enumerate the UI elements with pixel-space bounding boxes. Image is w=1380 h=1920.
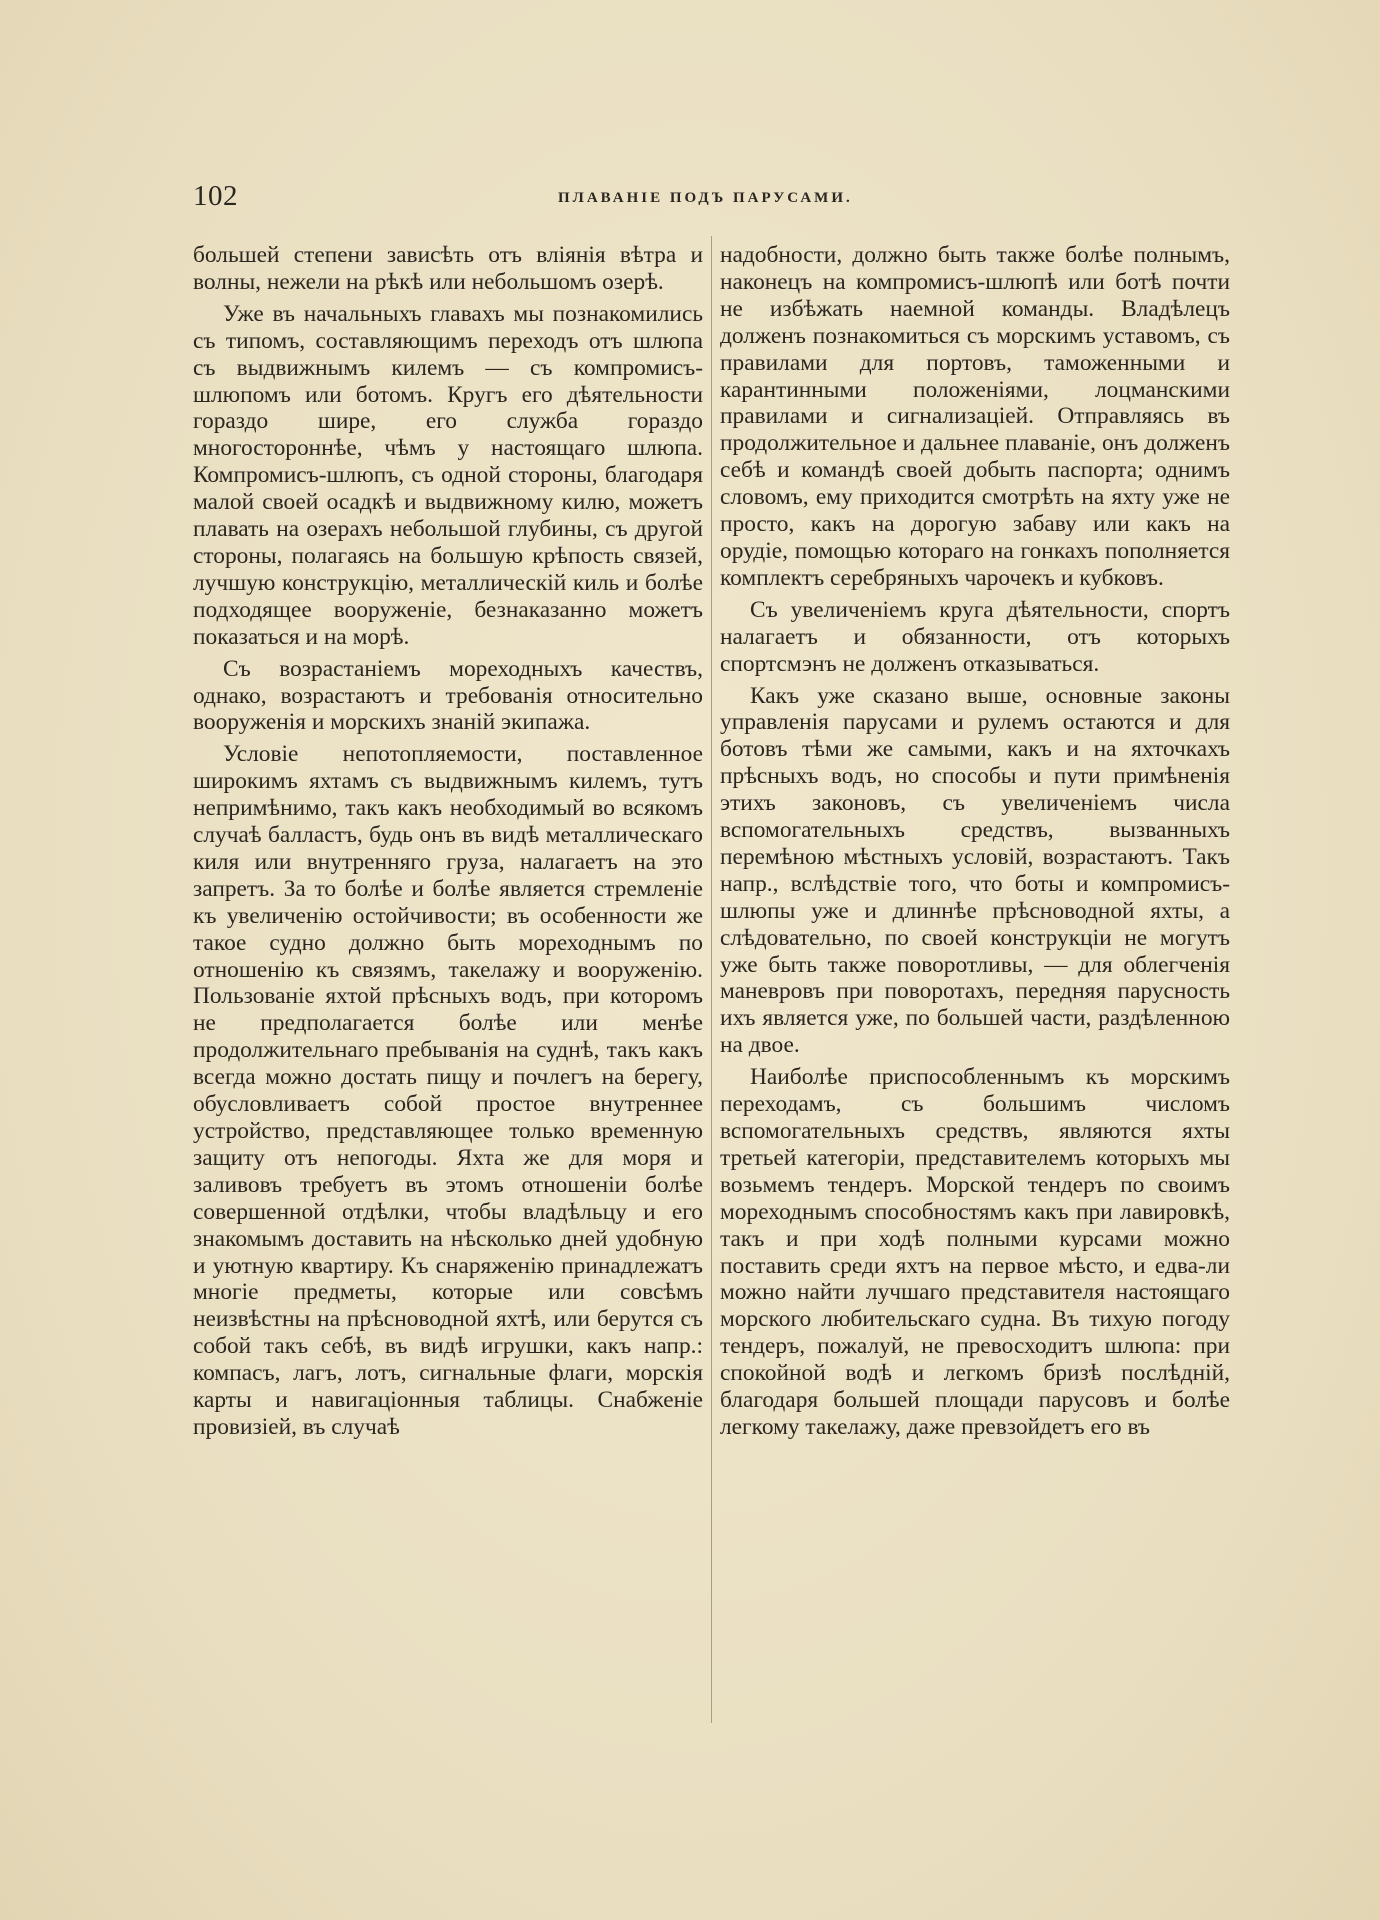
paragraph: надобности, должно быть также болѣе полнымъ, наконецъ на компромисъ-шлюпѣ или ботѣ почти не избѣжать наемной команды. Владѣлецъ долженъ познакомиться съ морскимъ уставомъ, съ правилами для портовъ, таможенными и карантинными положеніями, лоцманскими правилами и сигнализаціей. Отправляясь въ продолжительное и дальнее плаваніе, онъ долженъ себѣ и командѣ своей добыть паспорта; однимъ словомъ, ему приходится смотрѣть на яхту уже не просто, какъ на дорогую забаву или какъ на орудіе, помощью котораго на гонкахъ пополняется комплектъ серебряныхъ чарочекъ и кубковъ. [720,242,1230,591]
running-head [193,180,1230,220]
running-title: ПЛАВАНІЕ ПОДЪ ПАРУСАМИ. [558,190,853,206]
left-column [193,242,703,1446]
paragraph: Уже въ начальныхъ главахъ мы познакомились съ типомъ, составляющимъ переходъ отъ шлюпа съ выдвижнымъ килемъ — съ компромисъ-шлюпомъ или ботомъ. Кругъ его дѣятельности гораздо шире, его служба гораздо многостороннѣе, чѣмъ у настоящаго шлюпа. Компромисъ-шлюпъ, съ одной стороны, благодаря малой своей осадкѣ и выдвижному килю, можетъ плавать на озерахъ небольшой глубины, съ другой стороны, полагаясь на большую крѣпость связей, лучшую конструкцію, металлическій киль и болѣе подходящее вооруженіе, безнаказанно можетъ показаться и на морѣ. [193,300,703,650]
paragraph: Съ возрастаніемъ мореходныхъ качествъ, однако, возрастаютъ и требованія относительно вооруженія и морскихъ знаній экипажа. [193,655,703,736]
paragraph: Съ увеличеніемъ круга дѣятельности, спортъ налагаетъ и обязанности, отъ которыхъ спортсмэнъ не долженъ отказываться. [720,596,1230,677]
paragraph: Наиболѣе приспособленнымъ къ морскимъ переходамъ, съ большимъ числомъ вспомогательныхъ средствъ, являются яхты третьей категоріи, представителемъ которыхъ мы возьмемъ тендеръ. Морской тендеръ по своимъ мореходнымъ способностямъ какъ при лавировкѣ, такъ и при ходѣ полными курсами можно поставить среди яхтъ на первое мѣсто, и едва-ли можно найти лучшаго представителя настоящаго морского любительскаго судна. Въ тихую погоду тендеръ, пожалуй, не превосходитъ шлюпа: при спокойной водѣ и легкомъ бризѣ послѣдній, благодаря большей площади парусовъ и болѣе легкому такелажу, даже превзойдетъ его въ [720,1064,1230,1440]
page-number: 102 [193,180,238,212]
right-column [720,242,1230,1446]
paragraph: Какъ уже сказано выше, основные законы управленія парусами и рулемъ остаются и для ботовъ тѣми же самыми, какъ и на яхточкахъ прѣсныхъ водъ, но способы и пути примѣненія этихъ законовъ, съ увеличеніемъ числа вспомогательныхъ средствъ, вызванныхъ перемѣною мѣстныхъ условій, возрастаютъ. Такъ напр., вслѣдствіе того, что боты и компромисъ-шлюпы уже и длиннѣе прѣсноводной яхты, а слѣдовательно, по своей конструкціи не могутъ уже быть также поворотливы, — для облегченія маневровъ при поворотахъ, передняя парусность ихъ является уже, по большей части, раздѣленною на двое. [720,682,1230,1059]
paragraph: большей степени зависѣть отъ вліянія вѣтра и волны, нежели на рѣкѣ или небольшомъ озерѣ. [193,242,703,295]
column-divider [711,236,712,1723]
paragraph: Условіе непотопляемости, поставленное широкимъ яхтамъ съ выдвижнымъ килемъ, тутъ непримѣнимо, такъ какъ необходимый во всякомъ случаѣ балластъ, будь онъ въ видѣ металлическаго киля или внутренняго груза, налагаетъ на это запретъ. За то болѣе и болѣе является стремленіе къ увеличенію остойчивости; въ особенности же такое судно должно быть мореходнымъ по отношенію къ связямъ, такелажу и вооруженію. Пользованіе яхтой прѣсныхъ водъ, при которомъ не предполагается болѣе или менѣе продолжительнаго пребыванія на суднѣ, такъ какъ всегда можно достать пищу и почлегъ на берегу, обусловливаетъ собой простое внутреннее устройство, представляющее только временную защиту отъ непогоды. Яхта же для моря и заливовъ требуетъ въ этомъ отношеніи болѣе совершенной отдѣлки, чтобы владѣльцу и его знакомымъ доставить на нѣсколько дней удобную и уютную квартиру. Къ снаряженію принадлежатъ многіе предметы, которые или совсѣмъ неизвѣстны на прѣсноводной яхтѣ, или берутся съ собой такъ себѣ, въ видѣ игрушки, какъ напр.: компасъ, лагъ, лотъ, сигнальные флаги, морскія карты и навигаціонныя таблицы. Снабженіе провизіей, въ случаѣ [193,741,703,1440]
